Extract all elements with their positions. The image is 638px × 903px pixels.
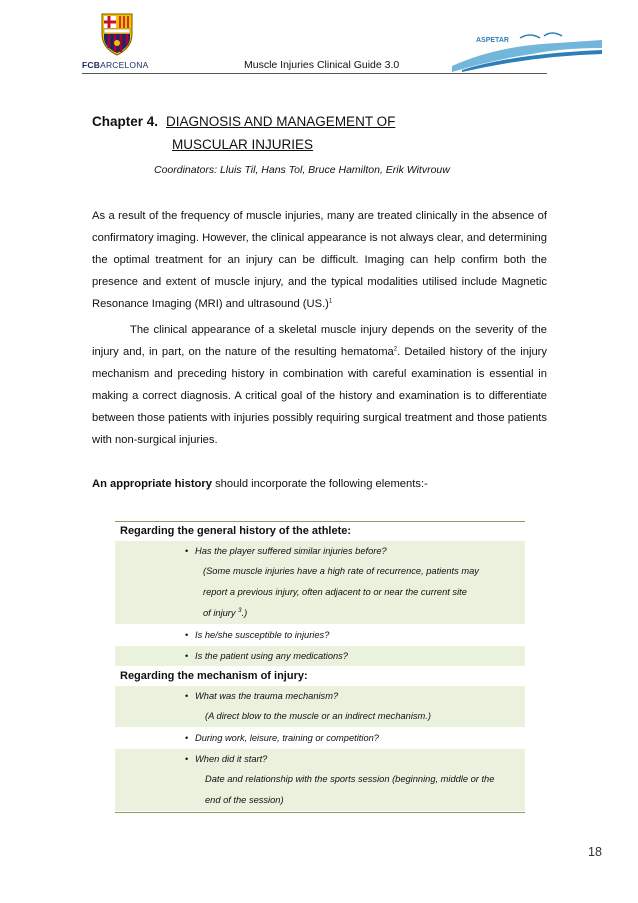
reference-3: 3 <box>238 607 242 614</box>
fc-barcelona-crest-icon <box>100 12 134 56</box>
bullet: • <box>185 546 189 556</box>
history-elements-table <box>115 521 525 813</box>
table-row-susceptible <box>115 625 525 646</box>
paragraph-imaging: As a result of the frequency of muscle injuries, many are treated clinically in the absence of confirmatory imaging. However, the clinical appearance is not always clear, and determining the optimal treatment for an injury can be difficult. Imaging can help confirm both the presence and extent of muscle injury, and the typical modalities utilised include Magnetic Resonance Imaging (MRI) and ultrasound $(US.)^1$ <box>92 210 547 310</box>
bullet: • <box>185 754 189 764</box>
paragraph-clinical-appearance: The clinical appearance of a skeletal muscle injury depends on the severity of the injury and, in part, on the nature of the resulting hematoma$^2$. Detailed history of the injury mechanism and preceding history in combination with careful examination is essential in making a correct diagnosis. A critical goal of the history and examination is to differentiate between those patients with injuries possibly requiring surgical treatment and those patients with non-surgical injuries. <box>92 324 547 446</box>
recurrence-note-line3: of injury $^3$.) <box>203 607 248 618</box>
onset-note-line2: end of the session) <box>205 795 284 805</box>
chapter-coordinators: Coordinators: Lluis Til, Hans Tol, Bruce Hamilton, Erik Witvrouw <box>154 164 450 176</box>
table-row-previous-injuries <box>115 541 525 625</box>
bullet: • <box>185 691 189 701</box>
bullet: • <box>185 651 189 661</box>
aspetar-wordmark: ASPETAR <box>476 37 509 44</box>
table-row-onset <box>115 749 525 812</box>
chapter-number: Chapter 4. <box>92 114 159 129</box>
recurrence-note-line1: (Some muscle injuries have a high rate of recurrence, patients may <box>203 566 479 576</box>
chapter-heading <box>92 114 395 129</box>
trauma-mechanism-note: (A direct blow to the muscle or an indirect mechanism.) <box>205 711 431 721</box>
table-row-context <box>115 728 525 749</box>
aspetar-logo <box>452 26 602 72</box>
header-divider <box>82 73 547 74</box>
table-bottom-rule <box>115 812 525 813</box>
question-onset: When did it start? <box>195 754 268 764</box>
question-context: During work, leisure, training or competition? <box>195 733 379 743</box>
question-susceptible: Is he/she susceptible to injuries? <box>195 630 330 640</box>
fc-barcelona-wordmark: FCBARCELONA <box>82 60 149 70</box>
question-medications: Is the patient using any medications? <box>195 651 348 661</box>
reference-1: 1 <box>328 298 333 305</box>
section-general-history: Regarding the general history of the athlete: <box>120 525 352 537</box>
running-header-title: Muscle Injuries Clinical Guide 3.0 <box>244 59 400 71</box>
section-mechanism: Regarding the mechanism of injury: <box>120 670 308 682</box>
question-trauma-mechanism: What was the trauma mechanism? <box>195 691 339 701</box>
chapter-title-line2: MUSCULAR INJURIES <box>172 137 314 152</box>
table-row-medications <box>115 646 525 667</box>
table-row-trauma-mechanism <box>115 686 525 728</box>
history-intro: An appropriate history should incorporate the following elements:- <box>92 478 428 490</box>
question-previous-injuries: Has the player suffered similar injuries before? <box>195 546 387 556</box>
recurrence-note-line2: report a previous injury, often adjacent to or near the current site <box>203 587 467 597</box>
chapter-title-line1: DIAGNOSIS AND MANAGEMENT OF <box>166 114 396 129</box>
aspetar-logo-icon <box>452 26 602 72</box>
bullet: • <box>185 630 189 640</box>
onset-note-line1: Date and relationship with the sports session (beginning, middle or the <box>205 774 495 784</box>
reference-2: 2 <box>393 346 398 353</box>
fc-barcelona-logo <box>82 12 172 74</box>
page-number: 18 <box>588 845 602 859</box>
bullet: • <box>185 733 189 743</box>
